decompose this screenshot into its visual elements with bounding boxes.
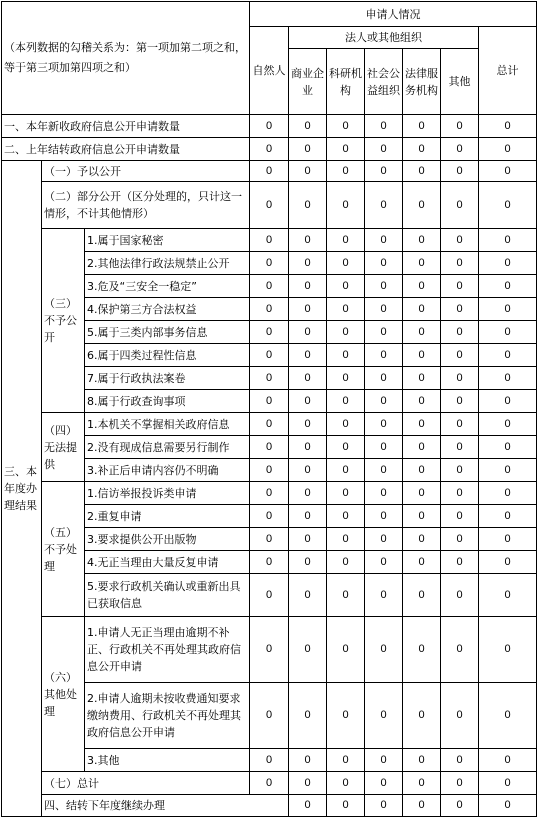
cell-total: 0: [479, 182, 537, 229]
cell-social-welfare: 0: [365, 229, 403, 252]
row-label: 4.无正当理由大量反复申请: [85, 551, 250, 574]
row-cannot-provide-item: [2, 413, 537, 436]
cell-natural-person: 0: [250, 551, 289, 574]
cell-natural-person: 0: [250, 505, 289, 528]
cell-other: 0: [441, 683, 479, 749]
row-label: 6.属于四类过程性信息: [85, 344, 250, 367]
cell-total: 0: [479, 298, 537, 321]
cell-other: 0: [441, 574, 479, 617]
cell-commercial: 0: [289, 115, 327, 138]
header-social-welfare: 社会公益组织: [365, 49, 403, 115]
cell-legal-service: 0: [403, 772, 441, 795]
cell-social-welfare: 0: [403, 795, 441, 817]
cell-commercial: 0: [289, 436, 327, 459]
cell-commercial: 0: [289, 138, 327, 161]
row-label: （二）部分公开（区分处理的，只计这一情形，不计其他情形）: [42, 182, 250, 229]
cell-total: 0: [479, 482, 537, 505]
cell-social-welfare: 0: [365, 505, 403, 528]
cell-social-welfare: 0: [365, 321, 403, 344]
cell-natural-person: 0: [250, 459, 289, 482]
header-total: 总计: [479, 27, 537, 115]
cell-total: 0: [479, 367, 537, 390]
cell-research: 0: [327, 344, 365, 367]
row-not-processed-item: [2, 482, 537, 505]
cell-research: 0: [327, 413, 365, 436]
row-disclose: [2, 161, 537, 182]
cell-other: 0: [441, 413, 479, 436]
cell-research: 0: [327, 528, 365, 551]
cell-other: 0: [441, 482, 479, 505]
row-carry-next: [2, 795, 537, 817]
cell-natural-person: 0: [250, 482, 289, 505]
row-label: 二、上年结转政府信息公开申请数量: [2, 138, 250, 161]
cell-other: 0: [441, 115, 479, 138]
cell-research: 0: [327, 161, 365, 182]
cell-total: 0: [479, 229, 537, 252]
cell-research: 0: [365, 795, 403, 817]
cell-other: 0: [441, 436, 479, 459]
cell-other: 0: [441, 459, 479, 482]
cell-legal-service: 0: [403, 436, 441, 459]
cell-research: 0: [327, 617, 365, 683]
cell-social-welfare: 0: [365, 772, 403, 795]
cell-natural-person: 0: [250, 528, 289, 551]
cell-natural-person: 0: [250, 252, 289, 275]
cell-other: 0: [441, 229, 479, 252]
cell-total: 0: [479, 344, 537, 367]
cell-natural-person: 0: [250, 115, 289, 138]
cell-commercial: 0: [289, 252, 327, 275]
cell-legal-service: 0: [403, 115, 441, 138]
cell-legal-service: 0: [403, 617, 441, 683]
gov-info-disclosure-table: [1, 1, 537, 817]
cell-other: 0: [441, 321, 479, 344]
row-label: 1.属于国家秘密: [85, 229, 250, 252]
row-other-processing-item: [2, 617, 537, 683]
cell-commercial: 0: [289, 275, 327, 298]
cell-natural-person: 0: [250, 574, 289, 617]
cell-commercial: 0: [289, 344, 327, 367]
row-label: （七）总计: [42, 772, 250, 795]
cell-other: 0: [441, 182, 479, 229]
cell-legal-service: 0: [403, 344, 441, 367]
cell-total: 0: [479, 683, 537, 749]
cell-research: 0: [327, 115, 365, 138]
cell-natural-person: 0: [250, 617, 289, 683]
cell-total: 0: [479, 505, 537, 528]
cell-social-welfare: 0: [365, 138, 403, 161]
group-label-not-disclose: （三）不予公开: [42, 229, 85, 413]
cell-other: 0: [441, 275, 479, 298]
cell-commercial: 0: [289, 772, 327, 795]
row-label: 3.补正后申请内容仍不明确: [85, 459, 250, 482]
cell-total: 0: [479, 459, 537, 482]
cell-total: 0: [479, 528, 537, 551]
cell-total: 0: [479, 574, 537, 617]
cell-research: 0: [327, 505, 365, 528]
cell-social-welfare: 0: [365, 161, 403, 182]
row-label: 2.重复申请: [85, 505, 250, 528]
cell-commercial: 0: [289, 574, 327, 617]
cell-social-welfare: 0: [365, 482, 403, 505]
header-research: 科研机构: [327, 49, 365, 115]
cell-research: 0: [327, 182, 365, 229]
cell-research: 0: [327, 436, 365, 459]
cell-social-welfare: 0: [365, 390, 403, 413]
cell-total: 0: [479, 772, 537, 795]
cell-natural-person: 0: [250, 275, 289, 298]
row-label: 1.信访举报投诉类申请: [85, 482, 250, 505]
row-carried-over: [2, 138, 537, 161]
cell-research: 0: [327, 459, 365, 482]
row-label: 3.其他: [85, 749, 250, 772]
cell-research: 0: [327, 749, 365, 772]
row-label: 5.要求行政机关确认或重新出具已获取信息: [85, 574, 250, 617]
cell-social-welfare: 0: [365, 683, 403, 749]
cell-commercial: 0: [289, 229, 327, 252]
cell-commercial: 0: [289, 182, 327, 229]
row-subtotal: [2, 772, 537, 795]
cell-commercial: 0: [327, 795, 365, 817]
cell-legal-service: 0: [403, 505, 441, 528]
row-label: 四、结转下年度继续办理: [42, 795, 289, 817]
cell-natural-person: 0: [250, 749, 289, 772]
group-label-cannot-provide: （四）无法提供: [42, 413, 85, 482]
cell-legal-service: 0: [403, 390, 441, 413]
cell-social-welfare: 0: [365, 749, 403, 772]
header-note: （本列数据的勾稽关系为：第一项加第二项之和，等于第三项加第四项之和）: [2, 2, 250, 115]
cell-commercial: 0: [289, 390, 327, 413]
cell-other: 0: [441, 252, 479, 275]
cell-legal-service: 0: [441, 795, 479, 817]
cell-other: 0: [441, 344, 479, 367]
cell-legal-service: 0: [403, 551, 441, 574]
row-label: 2.其他法律行政法规禁止公开: [85, 252, 250, 275]
cell-natural-person: 0: [250, 321, 289, 344]
cell-natural-person: 0: [250, 182, 289, 229]
cell-natural-person: 0: [250, 161, 289, 182]
cell-social-welfare: 0: [365, 298, 403, 321]
row-label: 1.本机关不掌握相关政府信息: [85, 413, 250, 436]
cell-social-welfare: 0: [365, 617, 403, 683]
cell-legal-service: 0: [403, 321, 441, 344]
cell-commercial: 0: [289, 482, 327, 505]
cell-total: 0: [479, 551, 537, 574]
cell-natural-person: 0: [250, 390, 289, 413]
cell-total: 0: [479, 161, 537, 182]
cell-commercial: 0: [289, 505, 327, 528]
cell-commercial: 0: [289, 367, 327, 390]
cell-research: 0: [327, 252, 365, 275]
cell-commercial: 0: [289, 528, 327, 551]
row-label: 2.没有现成信息需要另行制作: [85, 436, 250, 459]
row-partial-disclose: [2, 182, 537, 229]
cell-commercial: 0: [289, 459, 327, 482]
cell-social-welfare: 0: [365, 367, 403, 390]
cell-legal-service: 0: [403, 229, 441, 252]
row-new-apps: [2, 115, 537, 138]
cell-research: 0: [327, 138, 365, 161]
group-label-other-processing: （六）其他处理: [42, 617, 85, 772]
row-label: 4.保护第三方合法权益: [85, 298, 250, 321]
cell-legal-service: 0: [403, 528, 441, 551]
cell-research: 0: [327, 275, 365, 298]
cell-other: 0: [441, 298, 479, 321]
row-label: 1.申请人无正当理由逾期不补正、行政机关不再处理其政府信息公开申请: [85, 617, 250, 683]
cell-other: 0: [441, 528, 479, 551]
cell-legal-service: 0: [403, 574, 441, 617]
cell-research: 0: [327, 390, 365, 413]
cell-commercial: 0: [289, 413, 327, 436]
cell-commercial: 0: [289, 161, 327, 182]
cell-other: 0: [441, 551, 479, 574]
cell-legal-service: 0: [403, 459, 441, 482]
row-label: 5.属于三类内部事务信息: [85, 321, 250, 344]
cell-commercial: 0: [289, 551, 327, 574]
cell-commercial: 0: [289, 617, 327, 683]
cell-research: 0: [327, 772, 365, 795]
cell-commercial: 0: [289, 321, 327, 344]
cell-legal-service: 0: [403, 138, 441, 161]
row-label: 8.属于行政查询事项: [85, 390, 250, 413]
cell-legal-service: 0: [403, 182, 441, 229]
cell-other: 0: [441, 390, 479, 413]
cell-natural-person: 0: [250, 367, 289, 390]
cell-total: 0: [479, 617, 537, 683]
cell-other: 0: [441, 138, 479, 161]
cell-research: 0: [327, 298, 365, 321]
cell-legal-service: 0: [403, 413, 441, 436]
row-label: 3.危及“三安全一稳定”: [85, 275, 250, 298]
cell-natural-person: 0: [250, 344, 289, 367]
cell-legal-service: 0: [403, 683, 441, 749]
cell-natural-person: 0: [250, 772, 289, 795]
cell-other: 0: [441, 367, 479, 390]
cell-commercial: 0: [289, 298, 327, 321]
cell-natural-person: 0: [250, 413, 289, 436]
cell-research: 0: [327, 551, 365, 574]
cell-total: 0: [479, 321, 537, 344]
cell-legal-service: 0: [403, 161, 441, 182]
cell-social-welfare: 0: [365, 528, 403, 551]
cell-social-welfare: 0: [365, 436, 403, 459]
cell-natural-person: 0: [289, 795, 327, 817]
cell-commercial: 0: [289, 749, 327, 772]
cell-social-welfare: 0: [365, 182, 403, 229]
cell-total: 0: [479, 115, 537, 138]
cell-total: 0: [479, 275, 537, 298]
cell-social-welfare: 0: [365, 252, 403, 275]
cell-legal-service: 0: [403, 482, 441, 505]
cell-natural-person: 0: [250, 683, 289, 749]
cell-other: 0: [441, 617, 479, 683]
cell-legal-service: 0: [403, 298, 441, 321]
row-label: 3.要求提供公开出版物: [85, 528, 250, 551]
cell-legal-service: 0: [403, 252, 441, 275]
header-natural-person: 自然人: [250, 27, 289, 115]
cell-legal-service: 0: [403, 367, 441, 390]
row-label: 一、本年新收政府信息公开申请数量: [2, 115, 250, 138]
row-label: 2.申请人逾期未按收费通知要求缴纳费用、行政机关不再处理其政府信息公开申请: [85, 683, 250, 749]
cell-legal-service: 0: [403, 749, 441, 772]
header-legal-person-group: 法人或其他组织: [289, 27, 479, 49]
group-label-not-processed: （五）不予处理: [42, 482, 85, 617]
cell-social-welfare: 0: [365, 115, 403, 138]
cell-legal-service: 0: [403, 275, 441, 298]
cell-social-welfare: 0: [365, 459, 403, 482]
cell-research: 0: [327, 683, 365, 749]
cell-social-welfare: 0: [365, 551, 403, 574]
cell-research: 0: [327, 321, 365, 344]
cell-commercial: 0: [289, 683, 327, 749]
cell-natural-person: 0: [250, 298, 289, 321]
cell-natural-person: 0: [250, 436, 289, 459]
cell-other: 0: [441, 772, 479, 795]
cell-other: 0: [479, 795, 537, 817]
header-commercial: 商业企业: [289, 49, 327, 115]
row-label: （一）予以公开: [42, 161, 250, 182]
cell-research: 0: [327, 482, 365, 505]
cell-total: 0: [479, 749, 537, 772]
cell-social-welfare: 0: [365, 413, 403, 436]
header-legal-service: 法律服务机构: [403, 49, 441, 115]
cell-other: 0: [441, 505, 479, 528]
cell-natural-person: 0: [250, 229, 289, 252]
cell-research: 0: [327, 574, 365, 617]
cell-total: 0: [479, 390, 537, 413]
section3-label: 三、本年度办理结果: [2, 161, 42, 817]
cell-research: 0: [327, 229, 365, 252]
row-label: 7.属于行政执法案卷: [85, 367, 250, 390]
cell-total: 0: [479, 138, 537, 161]
cell-total: 0: [479, 252, 537, 275]
cell-social-welfare: 0: [365, 344, 403, 367]
cell-social-welfare: 0: [365, 275, 403, 298]
header-applicant: 申请人情况: [250, 2, 537, 27]
row-not-disclose-item: [2, 229, 537, 252]
cell-other: 0: [441, 749, 479, 772]
cell-social-welfare: 0: [365, 574, 403, 617]
header-other: 其他: [441, 49, 479, 115]
cell-total: 0: [479, 413, 537, 436]
cell-total: 0: [479, 436, 537, 459]
cell-research: 0: [327, 367, 365, 390]
cell-other: 0: [441, 161, 479, 182]
cell-natural-person: 0: [250, 138, 289, 161]
